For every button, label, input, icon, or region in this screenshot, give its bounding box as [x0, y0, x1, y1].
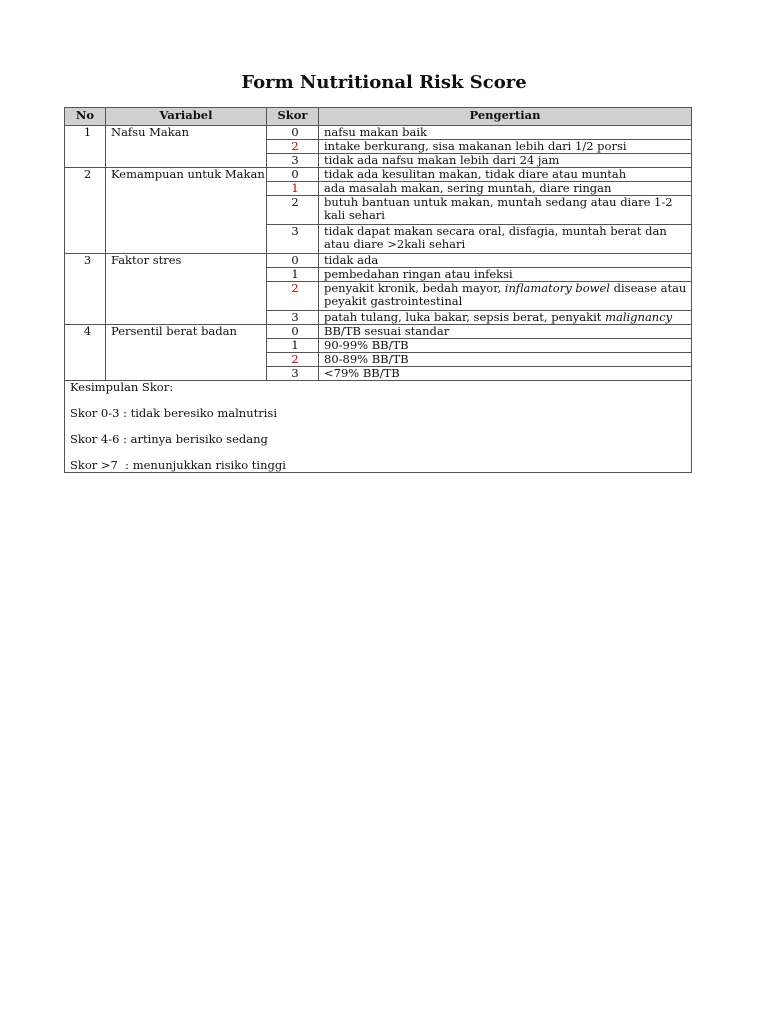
- score-value: 3: [267, 225, 319, 254]
- score-definition: nafsu makan baik: [319, 126, 692, 140]
- definition-text: patah tulang, luka bakar, sepsis berat, penyakit: [324, 310, 606, 324]
- score-value: 0: [267, 325, 319, 339]
- definition-italic-term: malignancy: [605, 310, 673, 324]
- page-title: Form Nutritional Risk Score: [241, 72, 527, 93]
- score-definition: butuh bantuan untuk makan, muntah sedang atau diare 1-2 kali sehari: [319, 196, 692, 225]
- header-variabel: Variabel: [106, 108, 267, 126]
- score-definition: tidak dapat makan secara oral, disfagia, muntah berat dan atau diare >2kali sehari: [319, 225, 692, 254]
- table-row: [65, 325, 692, 339]
- summary-line: Skor 0-3 : tidak beresiko malnutrisi: [70, 406, 277, 420]
- score-summary: [65, 381, 692, 473]
- score-definition: [319, 282, 692, 311]
- variable-name: Nafsu Makan: [106, 126, 267, 168]
- table-row: [65, 254, 692, 268]
- score-definition: ada masalah makan, sering muntah, diare ringan: [319, 182, 692, 196]
- score-definition: tidak ada nafsu makan lebih dari 24 jam: [319, 154, 692, 168]
- score-value: 0: [267, 126, 319, 140]
- score-definition: [319, 311, 692, 325]
- header-pengertian: Pengertian: [319, 108, 692, 126]
- score-value: 2: [267, 196, 319, 225]
- definition-text: penyakit kronik, bedah mayor,: [324, 281, 505, 295]
- score-definition: BB/TB sesuai standar: [319, 325, 692, 339]
- score-definition: tidak ada kesulitan makan, tidak diare atau muntah: [319, 168, 692, 182]
- score-value: 2: [267, 282, 319, 311]
- variable-name: Persentil berat badan: [106, 325, 267, 381]
- row-number: 1: [65, 126, 106, 168]
- summary-line: Skor >7 : menunjukkan risiko tinggi: [70, 458, 286, 472]
- score-definition: <79% BB/TB: [319, 367, 692, 381]
- score-value: 3: [267, 367, 319, 381]
- score-value: 3: [267, 311, 319, 325]
- score-value: 1: [267, 268, 319, 282]
- definition-text: disease atau peyakit gastrointestinal: [324, 281, 687, 308]
- variable-name: Kemampuan untuk Makan: [106, 168, 267, 254]
- score-value: 0: [267, 254, 319, 268]
- score-definition: 80-89% BB/TB: [319, 353, 692, 367]
- row-number: 4: [65, 325, 106, 381]
- definition-italic-term: inflamatory bowel: [504, 281, 610, 295]
- row-number: 3: [65, 254, 106, 325]
- score-definition: 90-99% BB/TB: [319, 339, 692, 353]
- score-value: 2: [267, 353, 319, 367]
- header-skor: Skor: [267, 108, 319, 126]
- table-row: [65, 168, 692, 182]
- score-value: 2: [267, 140, 319, 154]
- variable-name: Faktor stres: [106, 254, 267, 325]
- score-definition: tidak ada: [319, 254, 692, 268]
- score-value: 3: [267, 154, 319, 168]
- table-header-row: [65, 108, 692, 126]
- summary-heading: Kesimpulan Skor:: [70, 380, 174, 394]
- score-value: 1: [267, 339, 319, 353]
- score-definition: pembedahan ringan atau infeksi: [319, 268, 692, 282]
- summary-line: Skor 4-6 : artinya berisiko sedang: [70, 432, 268, 446]
- score-value: 1: [267, 182, 319, 196]
- summary-row: [65, 381, 692, 473]
- header-no: No: [65, 108, 106, 126]
- table-row: [65, 126, 692, 140]
- score-definition: intake berkurang, sisa makanan lebih dari 1/2 porsi: [319, 140, 692, 154]
- score-value: 0: [267, 168, 319, 182]
- row-number: 2: [65, 168, 106, 254]
- nutritional-risk-table: [64, 107, 692, 473]
